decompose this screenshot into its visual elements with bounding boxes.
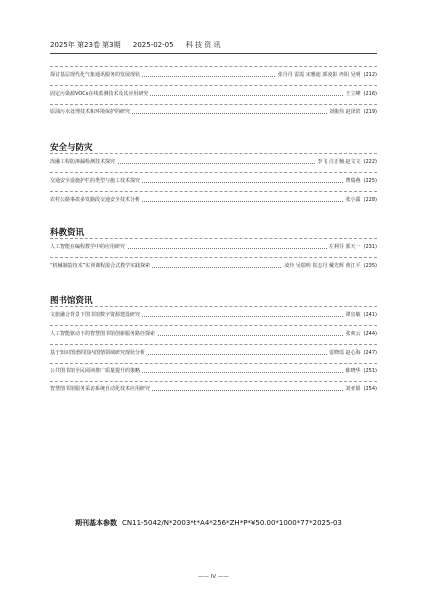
toc-entry[interactable] [50, 349, 377, 358]
toc-entry[interactable] [50, 90, 377, 99]
issue-info: 2025年 第23卷 第3期 [50, 41, 121, 49]
page-footer [0, 574, 427, 580]
toc-entry[interactable] [50, 196, 377, 205]
entry-page: (216) [363, 91, 377, 97]
params-value: CN11-5042/N*2003*t*A4*256*ZH*P*¥50.00*1000*77*2025-03 [122, 519, 342, 527]
entry-title: 基于知识图谱的国内图情领域研究现状分析 [50, 350, 146, 356]
toc-entry[interactable] [50, 158, 377, 167]
entry-title: 公共图书馆全民阅读推广质量提升的策略 [50, 368, 141, 374]
entry-authors: 李飞 汪正楠 赵文文 [317, 159, 361, 165]
divider [50, 191, 377, 192]
divider [50, 172, 377, 173]
entry-page: (228) [363, 197, 377, 203]
params-label: 期刊基本参数 [75, 519, 117, 527]
toc-entry[interactable] [50, 243, 377, 252]
entry-title: 农村公路事故多发路段交通安全技术分析 [50, 197, 141, 203]
entry-title: 人工智能在编程教学中的应用研究 [50, 244, 126, 250]
entry-page: (247) [363, 350, 377, 356]
entry-page: (212) [363, 72, 377, 78]
entry-title: 智慧图书馆服务采访系统自动化技术应用研究 [50, 386, 151, 392]
section-title-science-education: 科教资讯 [50, 228, 85, 238]
divider [50, 363, 377, 364]
entry-authors: 谭宜敏 [345, 312, 361, 318]
divider [50, 85, 377, 86]
entry-page: (244) [363, 331, 377, 337]
publish-date: 2025-02-05 [132, 41, 174, 49]
entry-page: (222) [363, 159, 377, 165]
entry-page: (241) [363, 312, 377, 318]
entry-title: “机械制造技术”实训课程混合式教学实践探索 [50, 263, 151, 269]
entry-page: (231) [363, 244, 377, 250]
divider [50, 325, 377, 326]
divider [50, 257, 377, 258]
page-number: IV [210, 574, 217, 580]
toc-entry[interactable] [50, 108, 377, 117]
toc-entry[interactable] [50, 177, 377, 186]
section-rule [50, 153, 377, 154]
entry-title: 探讨基层现代化气象通讯服务的发展现状 [50, 72, 141, 78]
footer-dash-left: —— [198, 574, 210, 580]
header-rule [50, 53, 377, 54]
section-title-library: 图书馆资讯 [50, 296, 93, 306]
journal-parameters [75, 518, 342, 528]
entry-title: 冻融工程防渗漏检测技术探究 [50, 159, 116, 165]
entry-page: (254) [363, 386, 377, 392]
entry-authors: 凌玲 吴瑞明 崔志丹 戴光辉 黄江平 [284, 263, 361, 269]
section-rule [50, 306, 377, 307]
entry-page: (219) [363, 109, 377, 115]
entry-authors: 雷晓瑶 赵心海 [328, 350, 361, 356]
section-title-safety: 安全与防灾 [50, 143, 93, 153]
entry-authors: 王立峰 [345, 91, 361, 97]
entry-title: 固定污染源VOCs在线监测技术及其应用研究 [50, 91, 149, 97]
toc-entry[interactable] [50, 262, 377, 271]
divider [50, 104, 377, 105]
entry-title: 人工智能驱动下的智慧图书馆创新服务路径探索 [50, 331, 156, 337]
toc-entry[interactable] [50, 71, 377, 80]
entry-title: 交通安全设施护栏的类型与施工技术探究 [50, 178, 141, 184]
entry-authors: 张爽云 [345, 331, 361, 337]
toc-entry[interactable] [50, 311, 377, 320]
entry-authors: 刘亚娟 [345, 386, 361, 392]
toc-entry[interactable] [50, 330, 377, 339]
entry-page: (251) [363, 368, 377, 374]
entry-authors: 张丹丹 雷霞 宋雅迪 郭凌影 冉阳 吴明 [277, 72, 361, 78]
footer-dash-right: —— [217, 574, 229, 580]
entry-title: 文旅融合背景下图书馆数字资源建设研究 [50, 312, 141, 318]
entry-authors: 陈晓华 [345, 368, 361, 374]
journal-name: 科 技 资 讯 [185, 41, 221, 49]
entry-page: (225) [363, 178, 377, 184]
entry-authors: 刘俊伟 赵泽滨 [328, 109, 361, 115]
entry-title: 原油污水处理技术和环境保护的研究 [50, 109, 131, 115]
divider [50, 66, 377, 67]
entry-authors: 张小露 [345, 197, 361, 203]
toc-entry[interactable] [50, 367, 377, 376]
divider [50, 381, 377, 382]
section-rule [50, 238, 377, 239]
entry-authors: 左利芬 郭天一 [328, 244, 361, 250]
divider [50, 344, 377, 345]
entry-page: (235) [363, 263, 377, 269]
running-header [50, 40, 377, 50]
entry-authors: 曹瑞燕 [345, 178, 361, 184]
toc-entry[interactable] [50, 385, 377, 394]
